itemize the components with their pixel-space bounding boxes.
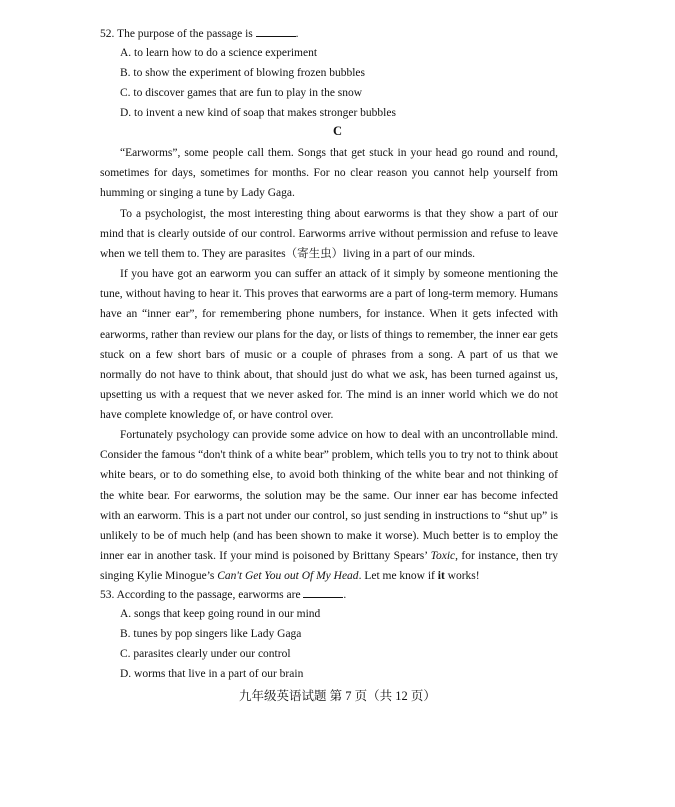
emphasized-it: it [437,570,445,583]
answer-blank [256,26,296,37]
question-53-option-a: A. songs that keep going round in our mind [120,608,321,620]
question-53-end: . [343,589,347,601]
section-heading: C [332,124,343,138]
question-52-option-d: D. to invent a new kind of soap that makes stronger bubbles [120,107,396,119]
song-title-kylie: Can't Get You out Of My Head [217,570,359,583]
passage-paragraph-2: To a psychologist, the most interesting thing about earworms is that they show a part of our mind that is clearly outside of our control. Earworms arrive without permission and refuse to leave when we tell them to. They are parasites（寄生虫）living in a part of our minds. [100,208,558,261]
question-52-stem [100,26,299,42]
answer-blank [303,587,343,598]
question-52-option-b: B. to show the experiment of blowing frozen bubbles [120,67,365,79]
passage-paragraph-1: “Earworms”, some people call them. Songs that get stuck in your head go round and round, sometimes for days, sometimes for months. For no clear reason you cannot help yourself from humming or singing a tune by Lady Gaga. [100,147,558,200]
question-52-option-a: A. to learn how to do a science experiment [120,47,318,59]
passage-paragraph-4 [100,425,558,587]
question-52-text: 52. The purpose of the passage is [100,28,253,40]
question-53-text: 53. According to the passage, earworms are [100,589,301,601]
song-title-toxic: Toxic [430,550,456,563]
paragraph-4-main: Fortunately psychology can provide some advice on how to deal with an uncontrollable mind. Consider the famous “don't think of a white bear” problem, which tells you to try not to think about white bears, or to do something else, to avoid both thinking of the white bear and not thinking of the white bear. For earworms, the solution may be the same. Our inner ear has become infected with an earworm. This is a part not under our control, so just sending in instructions to “shut up” is unlikely to be of much help (and has been shown to make it worse). Much better is to employ the inner ear in another task. If your mind is poisoned by Brittany Spears’ [100,429,558,563]
paragraph-4-close: works! [447,570,480,583]
question-53-option-c: C. parasites clearly under our control [120,648,291,660]
question-53-option-d: D. worms that live in a part of our brain [120,668,304,680]
question-53-stem [100,587,346,603]
question-53-option-b: B. tunes by pop singers like Lady Gaga [120,628,302,640]
page-footer: 九年级英语试题 第 7 页（共 12 页） [239,689,436,703]
paragraph-4-end: . Let me know if [358,570,435,583]
passage-paragraph-3: If you have got an earworm you can suffer an attack of it simply by someone mentioning the tune, without having to hear it. This proves that earworms are a part of long-term memory. Humans have an “inner ear”, for remembering phone numbers, for instance. When it gets infected with earworms, rather than review our plans for the day, or lists of things to remember, the inner ear gets stuck on a few short bars of music or a couple of phrases from a song. A part of us that we normally do not have to think about, that should just do what we ask, has been turned against us, upsetting us with a request that we never asked for. The mind is an inner world which we do not have complete knowledge of, or have control over. [100,268,558,422]
question-52-end: . [295,28,299,40]
question-52-option-c: C. to discover games that are fun to play in the snow [120,87,363,99]
paragraph-4-mid: , for instance, then try singing Kylie Minogue’s [100,550,558,583]
